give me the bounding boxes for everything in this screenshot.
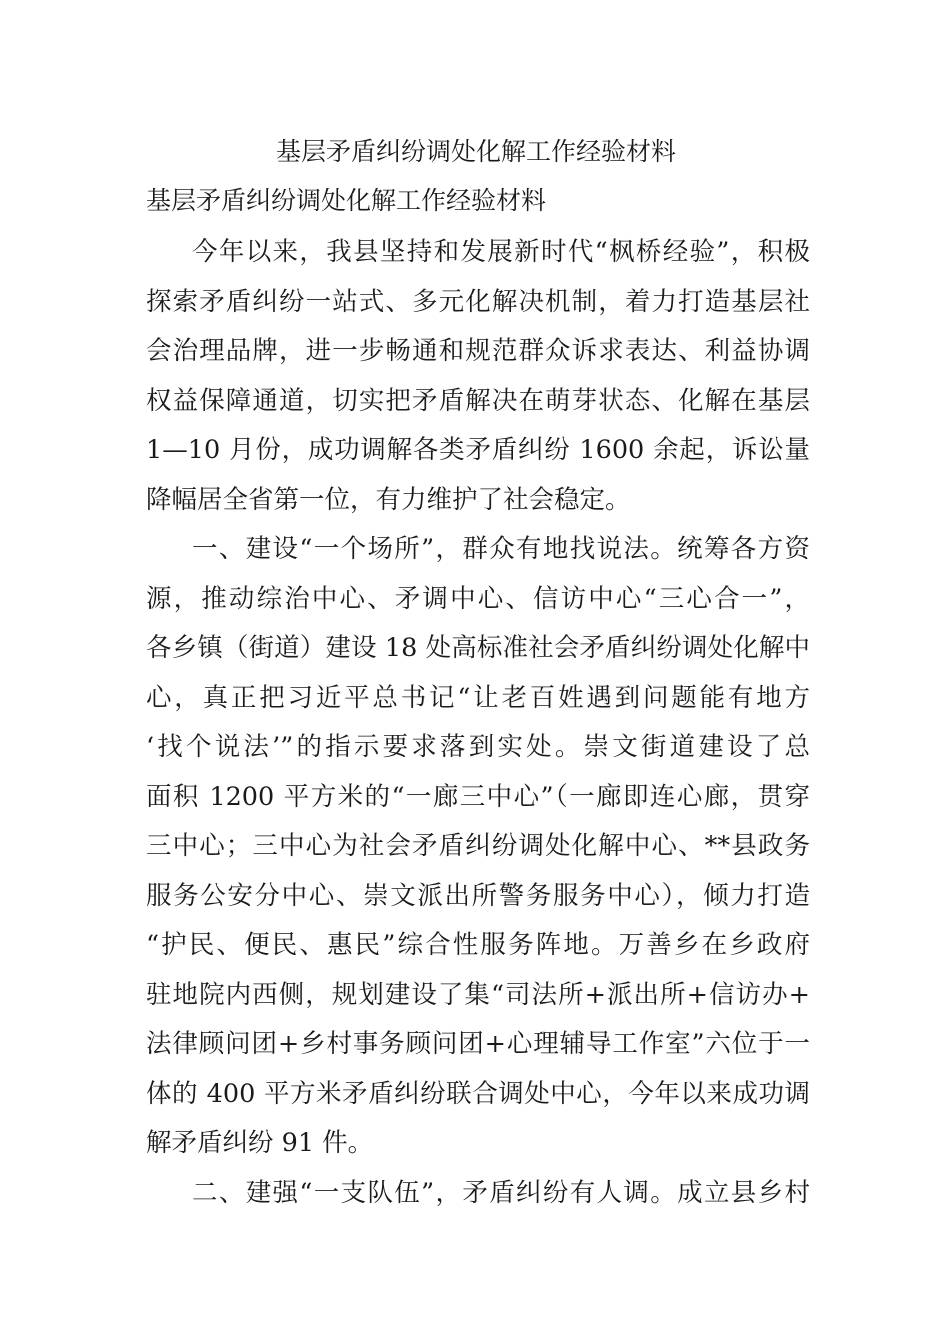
text-line: 体的 400 平方米矛盾纠纷联合调处中心，今年以来成功调 — [146, 1078, 810, 1109]
text-line: 驻地院内西侧，规划建设了集“司法所+派出所+信访办+ — [146, 979, 810, 1010]
text-line: 探索矛盾纠纷一站式、多元化解决机制，着力打造基层社 — [146, 286, 810, 317]
text-line: 解矛盾纠纷 91 件。 — [146, 1128, 374, 1158]
text-line: 面积 1200 平方米的“一廊三中心”（一廊即连心廊，贯穿 — [146, 781, 810, 812]
text-line: “护民、便民、惠民”综合性服务阵地。万善乡在乡政府 — [146, 930, 810, 960]
text-line: 会治理品牌，进一步畅通和规范群众诉求表达、利益协调 — [146, 336, 810, 366]
text-line: 各乡镇（街道）建设 18 处高标准社会矛盾纠纷调处化解中 — [146, 633, 810, 663]
text-line: 二、建强“一支队伍”，矛盾纠纷有人调。成立县乡村 — [192, 1177, 810, 1208]
document-title: 基层矛盾纠纷调处化解工作经验材料 — [275, 137, 676, 166]
text-line: 今年以来，我县坚持和发展新时代“枫桥经验”，积极 — [192, 237, 810, 267]
paragraph-section-one — [146, 525, 810, 1169]
document-subtitle: 基层矛盾纠纷调处化解工作经验材料 — [146, 186, 547, 215]
text-line: 权益保障通道，切实把矛盾解决在萌芽状态、化解在基层 — [146, 385, 810, 416]
text-line: 心，真正把习近平总书记“让老百姓遇到问题能有地方 — [146, 682, 810, 713]
text-line: 服务公安分中心、崇文派出所警务服务中心），倾力打造 — [146, 880, 810, 911]
text-line: 一、建设“一个场所”，群众有地找说法。统筹各方资 — [192, 534, 810, 564]
text-line: 降幅居全省第一位，有力维护了社会稳定。 — [146, 484, 631, 515]
paragraph-section-two — [146, 1169, 810, 1219]
text-line: ‘找个说法’”的指示要求落到实处。崇文街道建设了总 — [146, 732, 810, 762]
text-line: 源，推动综治中心、矛调中心、信访中心“三心合一”， — [146, 583, 810, 614]
text-line: 法律顾问团+乡村事务顾问团+心理辅导工作室”六位于一 — [146, 1029, 810, 1059]
text-line: 三中心；三中心为社会矛盾纠纷调处化解中心、**县政务 — [146, 831, 810, 861]
paragraph-intro — [146, 228, 810, 525]
text-line: 1—10 月份，成功调解各类矛盾纠纷 1600 余起，诉讼量 — [146, 435, 810, 465]
document-body — [146, 228, 810, 1218]
